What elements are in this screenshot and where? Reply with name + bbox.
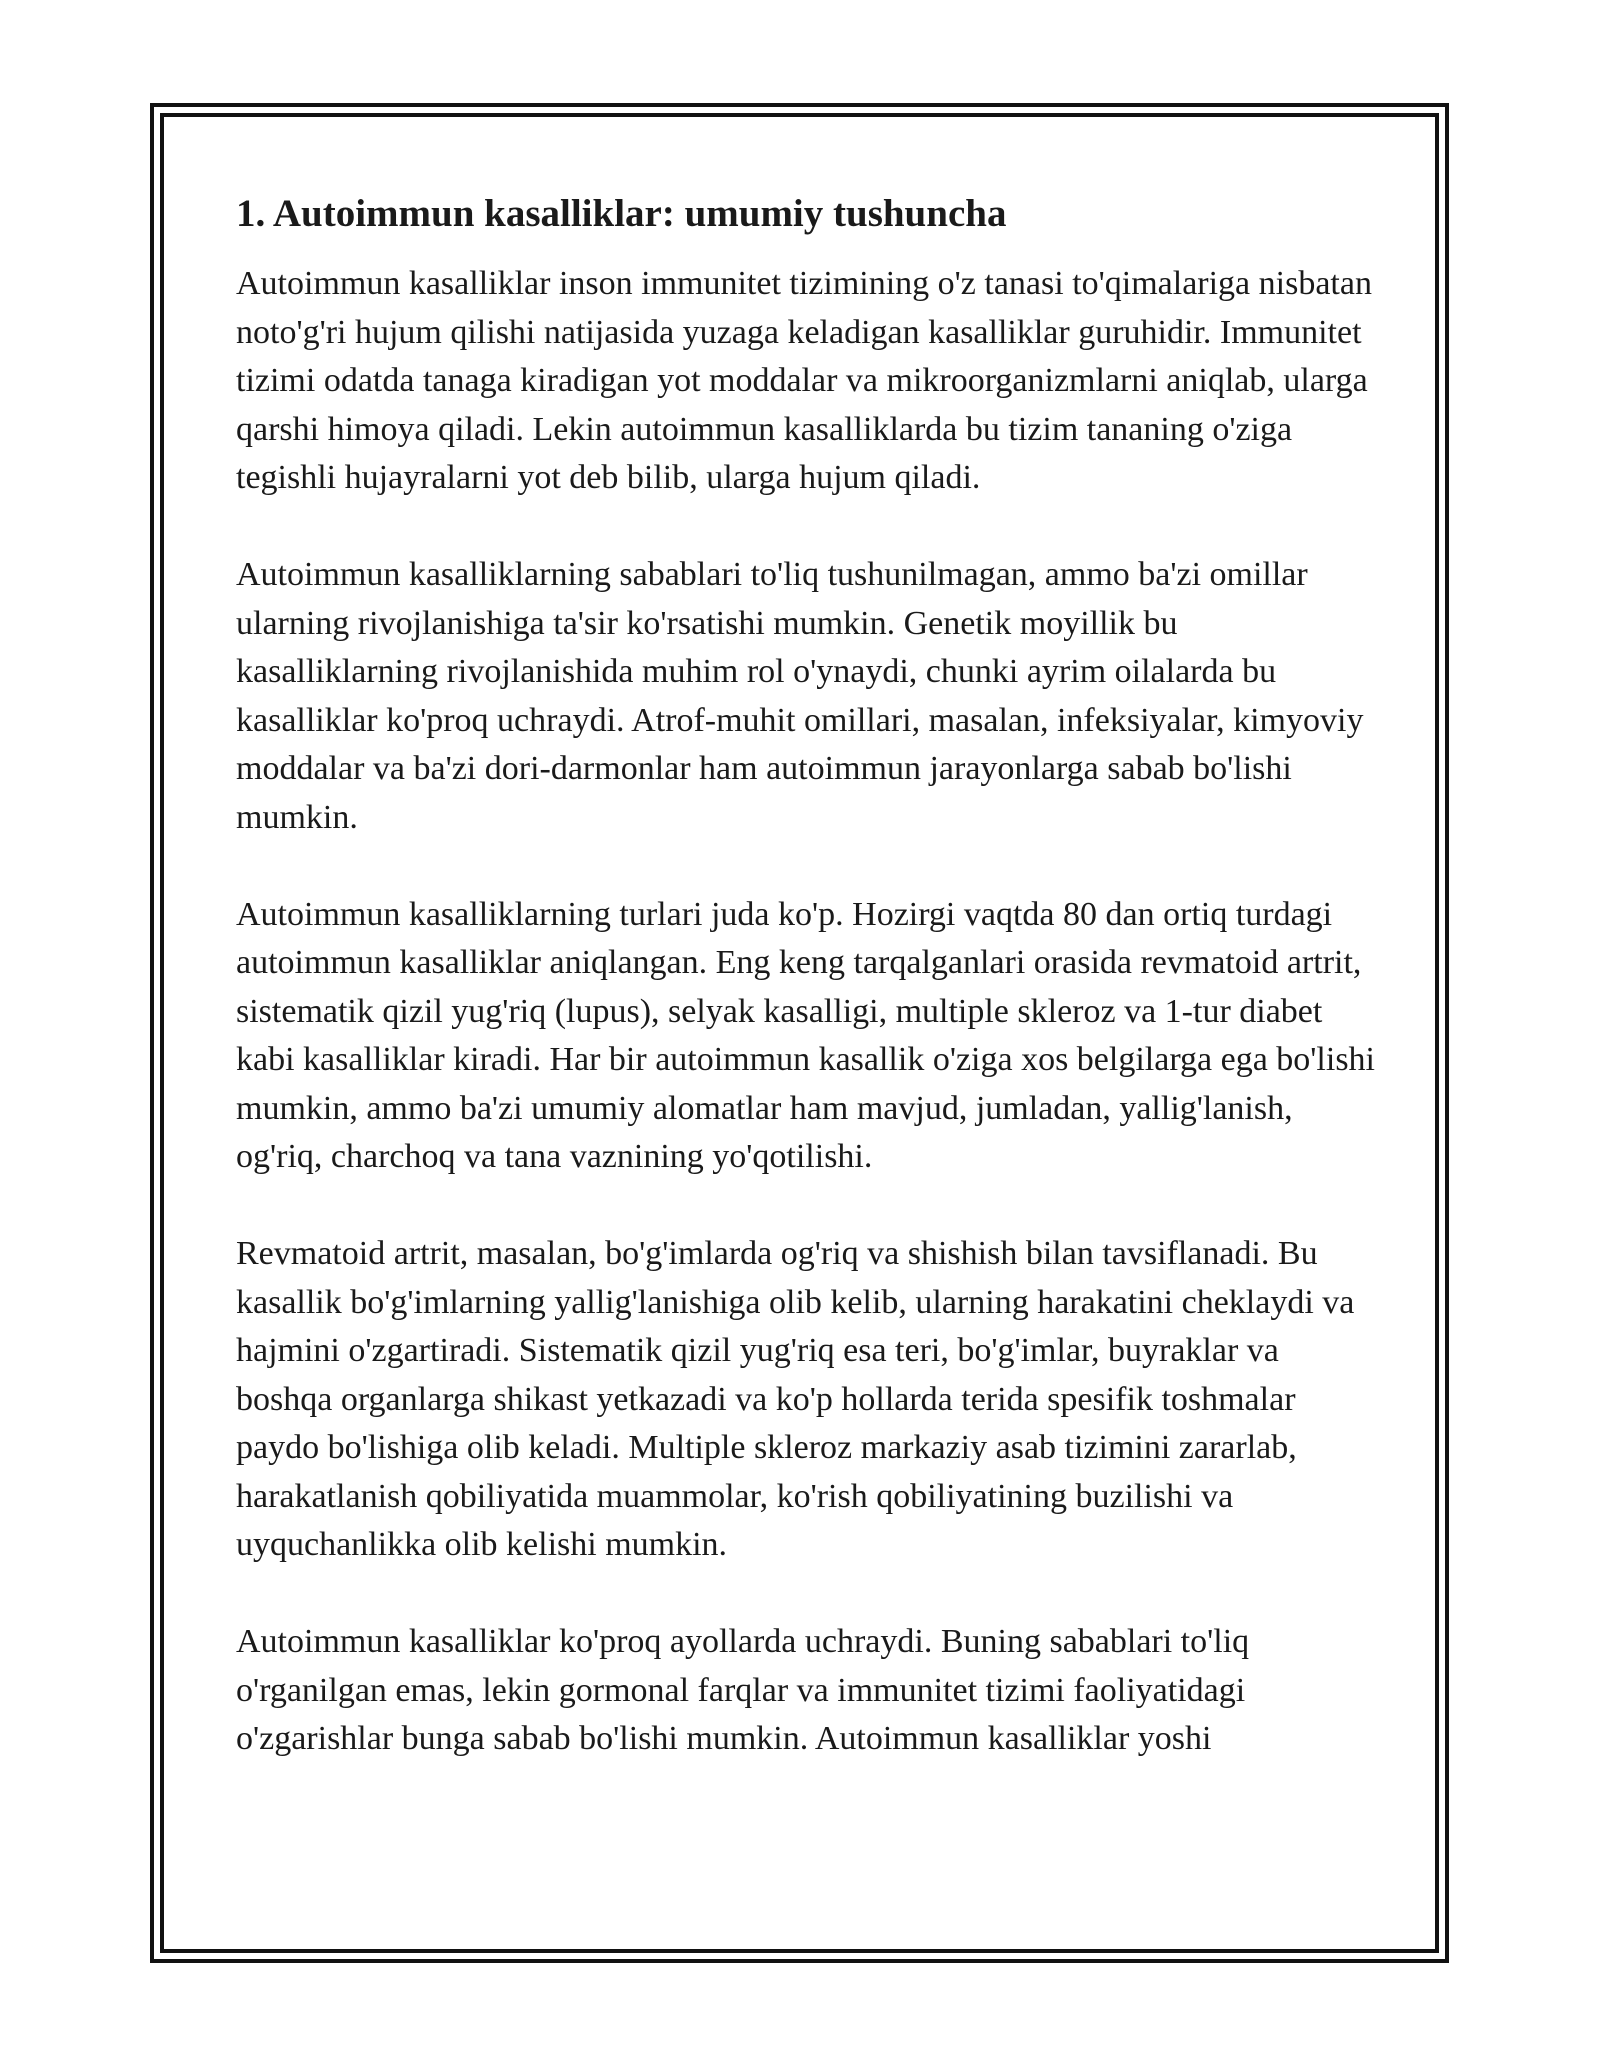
paragraph-definition: Autoimmun kasalliklar inson immunitet tizimining o'z tanasi to'qimalariga nisbatan noto'g'ri hujum qilishi natijasida yuzaga keladigan kasalliklar guruhidir. Immunitet tizimi odatda tanaga kiradigan yot moddalar va mikroorganizmlarni aniqlab, ularga qarshi himoya qiladi. Lekin autoimmun kasalliklarda bu tizim tananing o'ziga tegishli hujayralarni yot deb bilib, ularga hujum qiladi.: [236, 265, 1372, 496]
paragraph-types: Autoimmun kasalliklarning turlari juda ko'p. Hozirgi vaqtda 80 dan ortiq turdagi autoimmun kasalliklar aniqlangan. Eng keng tarqalganlari orasida revmatoid artrit, sistematik qizil yug'riq (lupus), selyak kasalligi, multiple skleroz va 1-tur diabet kabi kasalliklar kiradi. Har bir autoimmun kasallik o'ziga xos belgilarga ega bo'lishi mumkin, ammo ba'zi umumiy alomatlar ham mavjud, jumladan, yallig'lanish, og'riq, charchoq va tana vaznining yo'qotilishi.: [236, 895, 1375, 1175]
paragraph-causes: Autoimmun kasalliklarning sabablari to'liq tushunilmagan, ammo ba'zi omillar ularning rivojlanishiga ta'sir ko'rsatishi mumkin. Genetik moyillik bu kasalliklarning rivojlanishida muhim rol o'ynaydi, chunki ayrim oilalarda bu kasalliklar ko'proq uchraydi. Atrof-muhit omillari, masalan, infeksiyalar, kimyoviy moddalar va ba'zi dori-darmonlar ham autoimmun jarayonlarga sabab bo'lishi mumkin.: [236, 556, 1364, 836]
paragraph-prevalence: Autoimmun kasalliklar ko'proq ayollarda uchraydi. Buning sabablari to'liq o'rganilgan emas, lekin gormonal farqlar va immunitet tizimi faoliyatidagi o'zgarishlar bunga sabab bo'lishi mumkin. Autoimmun kasalliklar yoshi: [236, 1623, 1250, 1757]
section-heading: 1. Autoimmun kasalliklar: umumiy tushuncha: [236, 192, 1007, 235]
document-body: [236, 188, 1376, 1812]
paragraph-examples: Revmatoid artrit, masalan, bo'g'imlarda og'riq va shishish bilan tavsiflanadi. Bu kasallik bo'g'imlarning yallig'lanishiga olib kelib, ularning harakatini cheklaydi va hajmini o'zgartiradi. Sistematik qizil yug'riq esa teri, bo'g'imlar, buyraklar va boshqa organlarga shikast yetkazadi va ko'p hollarda terida spesifik toshmalar paydo bo'lishiga olib keladi. Multiple skleroz markaziy asab tizimini zararlab, harakatlanish qobiliyatida muammolar, ko'rish qobiliyatining buzilishi va uyquchanlikka olib kelishi mumkin.: [236, 1235, 1355, 1563]
